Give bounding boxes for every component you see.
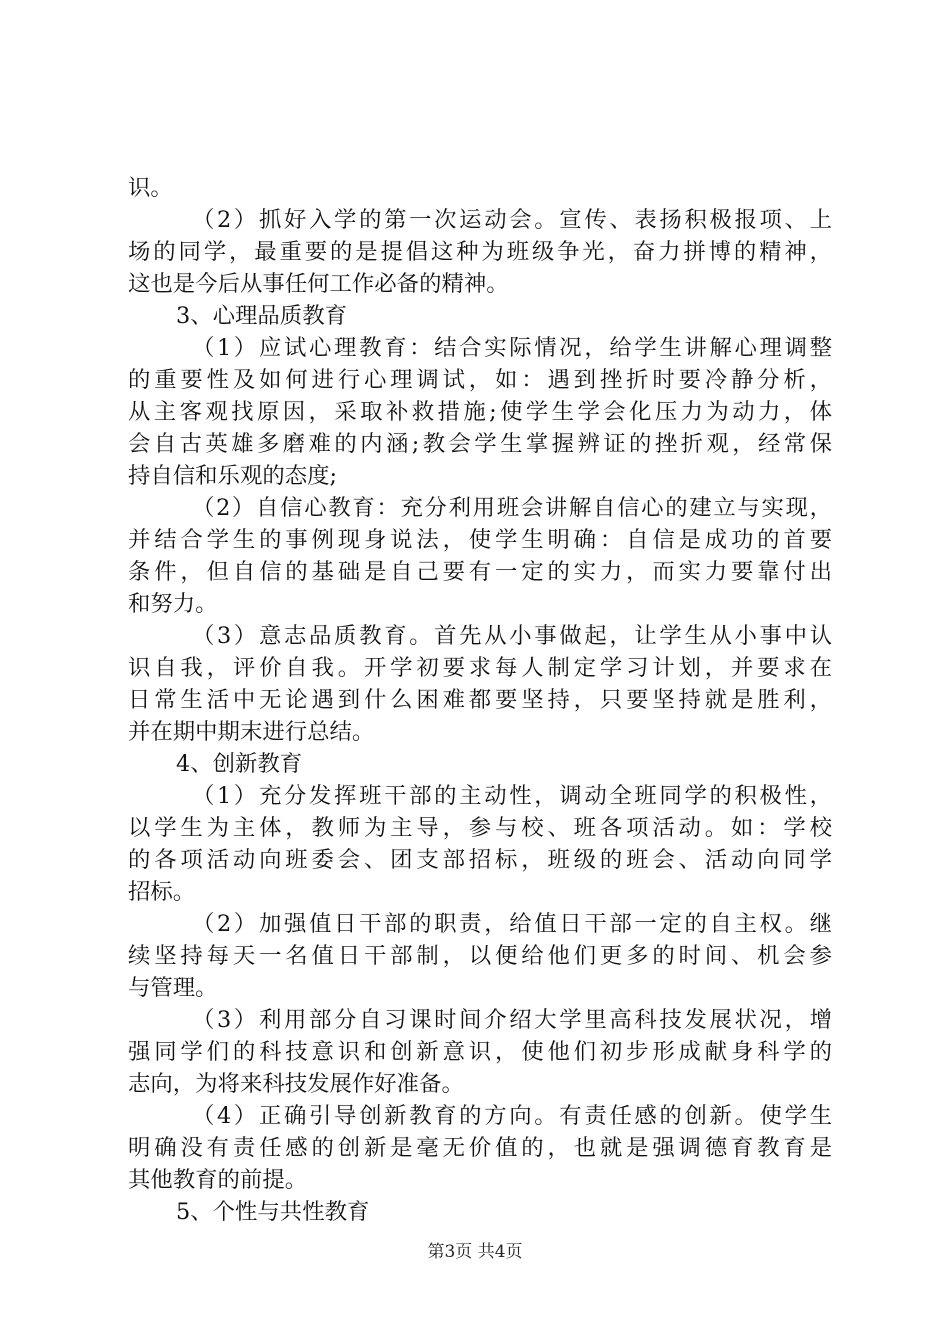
- text-line: 与管理。: [128, 975, 218, 1001]
- text-line: 的重要性及如何进行心理调试，如：遇到挫折时要冷静分析，: [128, 367, 832, 393]
- text-line: 5、个性与共性教育: [176, 1199, 370, 1225]
- text-line: 识。: [128, 175, 173, 201]
- text-line: 这也是今后从事任何工作必备的精神。: [128, 271, 509, 297]
- text-line: （4）正确引导创新教育的方向。有责任感的创新。使学生: [192, 1103, 832, 1129]
- text-line: 持自信和乐观的态度;: [128, 463, 338, 489]
- text-line: （3）利用部分自习课时间介绍大学里高科技发展状况，增: [192, 1007, 832, 1033]
- text-line: （1）充分发挥班干部的主动性，调动全班同学的积极性，: [192, 783, 832, 809]
- text-line: 以学生为主体，教师为主导，参与校、班各项活动。如：学校: [128, 815, 832, 841]
- text-line: 4、创新教育: [176, 751, 303, 777]
- text-line: 并在期中期末进行总结。: [128, 719, 375, 745]
- text-line: 志向，为将来科技发展作好准备。: [128, 1071, 464, 1097]
- page-footer: 第3页 共4页: [427, 1242, 523, 1262]
- text-line: 场的同学，最重要的是提倡这种为班级争光，奋力拼博的精神，: [128, 239, 832, 265]
- text-line: （2）抓好入学的第一次运动会。宣传、表扬积极报项、上: [192, 207, 832, 233]
- text-line: 日常生活中无论遇到什么困难都要坚持，只要坚持就是胜利，: [128, 687, 832, 713]
- text-line: 的各项活动向班委会、团支部招标，班级的班会、活动向同学: [128, 847, 832, 873]
- text-line: （3）意志品质教育。首先从小事做起，让学生从小事中认: [192, 623, 832, 649]
- text-line: 和努力。: [128, 591, 218, 617]
- text-line: （1）应试心理教育：结合实际情况，给学生讲解心理调整: [192, 335, 832, 361]
- text-line: 并结合学生的事例现身说法，使学生明确：自信是成功的首要: [128, 527, 832, 553]
- text-line: 从主客观找原因，采取补救措施;使学生学会化压力为动力，体: [128, 399, 832, 425]
- text-line: 会自古英雄多磨难的内涵;教会学生掌握辨证的挫折观，经常保: [128, 431, 832, 457]
- text-line: （2）自信心教育：充分利用班会讲解自信心的建立与实现，: [192, 495, 832, 521]
- text-line: 识自我，评价自我。开学初要求每人制定学习计划，并要求在: [128, 655, 832, 681]
- text-line: （2）加强值日干部的职责，给值日干部一定的自主权。继: [192, 911, 832, 937]
- text-line: 强同学们的科技意识和创新意识，使他们初步形成献身科学的: [128, 1039, 832, 1065]
- text-line: 其他教育的前提。: [128, 1167, 308, 1193]
- text-line: 条件，但自信的基础是自己要有一定的实力，而实力要靠付出: [128, 559, 832, 585]
- text-line: 3、心理品质教育: [176, 303, 347, 329]
- document-body: [128, 172, 832, 1228]
- text-line: 续坚持每天一名值日干部制，以便给他们更多的时间、机会参: [128, 943, 832, 969]
- text-line: 明确没有责任感的创新是毫无价值的，也就是强调德育教育是: [128, 1135, 832, 1161]
- text-line: 招标。: [128, 879, 196, 905]
